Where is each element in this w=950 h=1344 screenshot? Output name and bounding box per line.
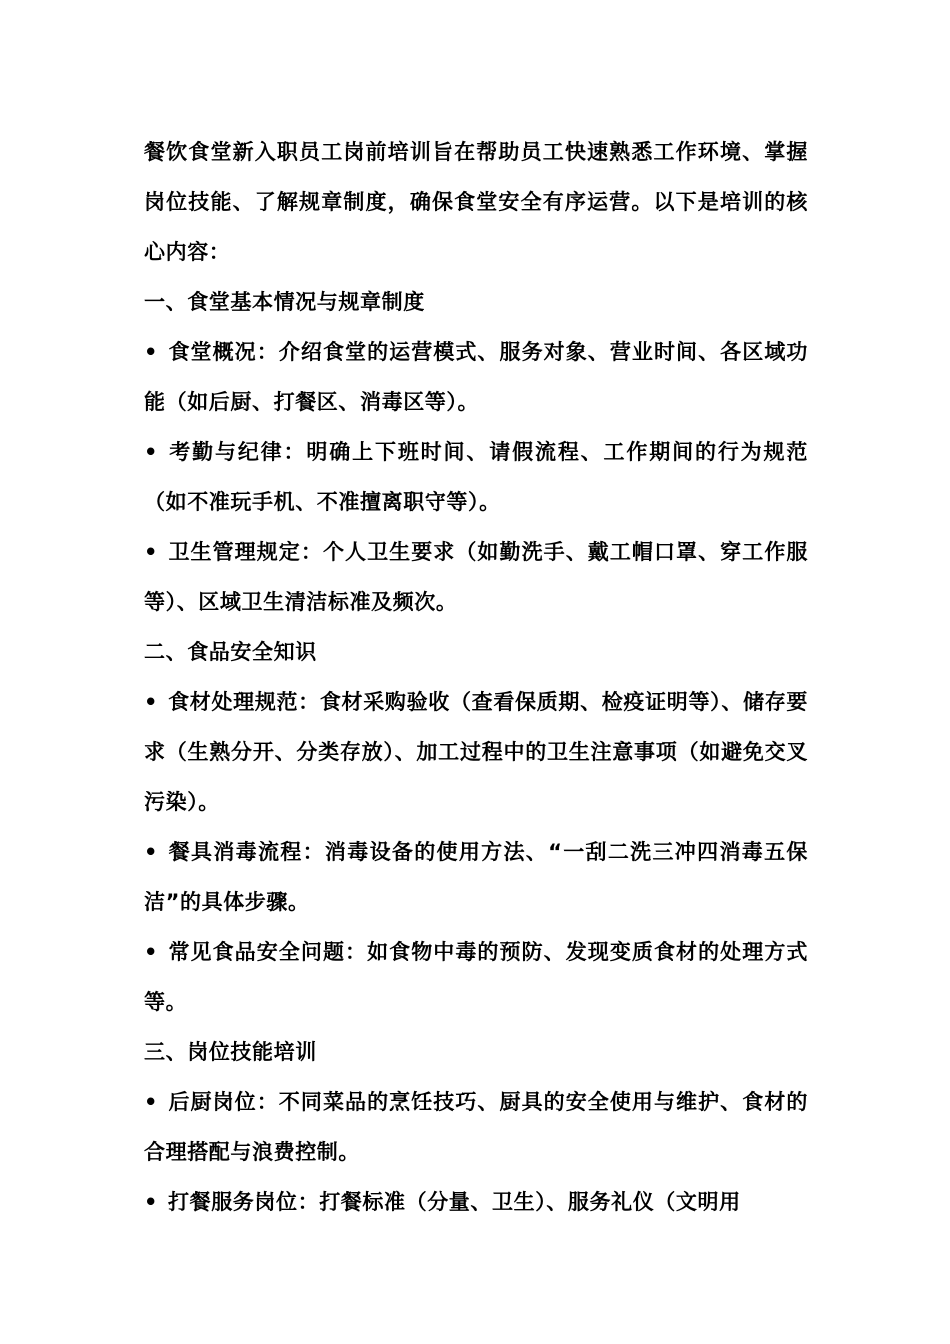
intro-paragraph: 餐饮食堂新入职员工岗前培训旨在帮助员工快速熟悉工作环境、掌握岗位技能、了解规章制度，确保食堂安全有序运营。以下是培训的核心内容： <box>144 140 808 264</box>
bullet-text: 后厨岗位：不同菜品的烹饪技巧、厨具的安全使用与维护、食材的合理搭配与浪费控制。 <box>144 1090 808 1164</box>
bullet-item <box>144 927 808 1027</box>
bullet-icon: • <box>144 540 159 564</box>
bullet-icon: • <box>144 940 159 964</box>
bullet-text: 餐具消毒流程：消毒设备的使用方法、“一刮二洗三冲四消毒五保洁”的具体步骤。 <box>144 840 808 914</box>
bullet-item <box>144 827 808 927</box>
bullet-item <box>144 327 808 427</box>
bullet-text: 食材处理规范：食材采购验收（查看保质期、检疫证明等）、储存要求（生熟分开、分类存放）、加工过程中的卫生注意事项（如避免交叉污染）。 <box>144 690 808 814</box>
bullet-item <box>144 677 808 827</box>
bullet-icon: • <box>144 340 159 364</box>
bullet-text: 常见食品安全问题：如食物中毒的预防、发现变质食材的处理方式等。 <box>144 940 808 1014</box>
section-heading: 二、食品安全知识 <box>144 640 317 664</box>
bullet-icon: • <box>144 440 159 464</box>
section-heading: 一、食堂基本情况与规章制度 <box>144 290 425 314</box>
bullet-icon: • <box>144 840 159 864</box>
bullet-icon: • <box>144 1090 159 1114</box>
bullet-icon: • <box>144 690 159 714</box>
bullet-item <box>144 1177 808 1227</box>
section-heading: 三、岗位技能培训 <box>144 1040 317 1064</box>
bullet-icon: • <box>144 1190 159 1214</box>
bullet-text: 食堂概况：介绍食堂的运营模式、服务对象、营业时间、各区域功能（如后厨、打餐区、消毒区等）。 <box>144 340 808 414</box>
bullet-text: 考勤与纪律：明确上下班时间、请假流程、工作期间的行为规范（如不准玩手机、不准擅离职守等）。 <box>144 440 808 514</box>
bullet-item <box>144 527 808 627</box>
bullet-text: 卫生管理规定：个人卫生要求（如勤洗手、戴工帽口罩、穿工作服等）、区域卫生清洁标准及频次。 <box>144 540 808 614</box>
bullet-text: 打餐服务岗位：打餐标准（分量、卫生）、服务礼仪（文明用 <box>168 1190 741 1214</box>
bullet-item <box>144 1077 808 1177</box>
document-page <box>144 127 808 1227</box>
bullet-item <box>144 427 808 527</box>
